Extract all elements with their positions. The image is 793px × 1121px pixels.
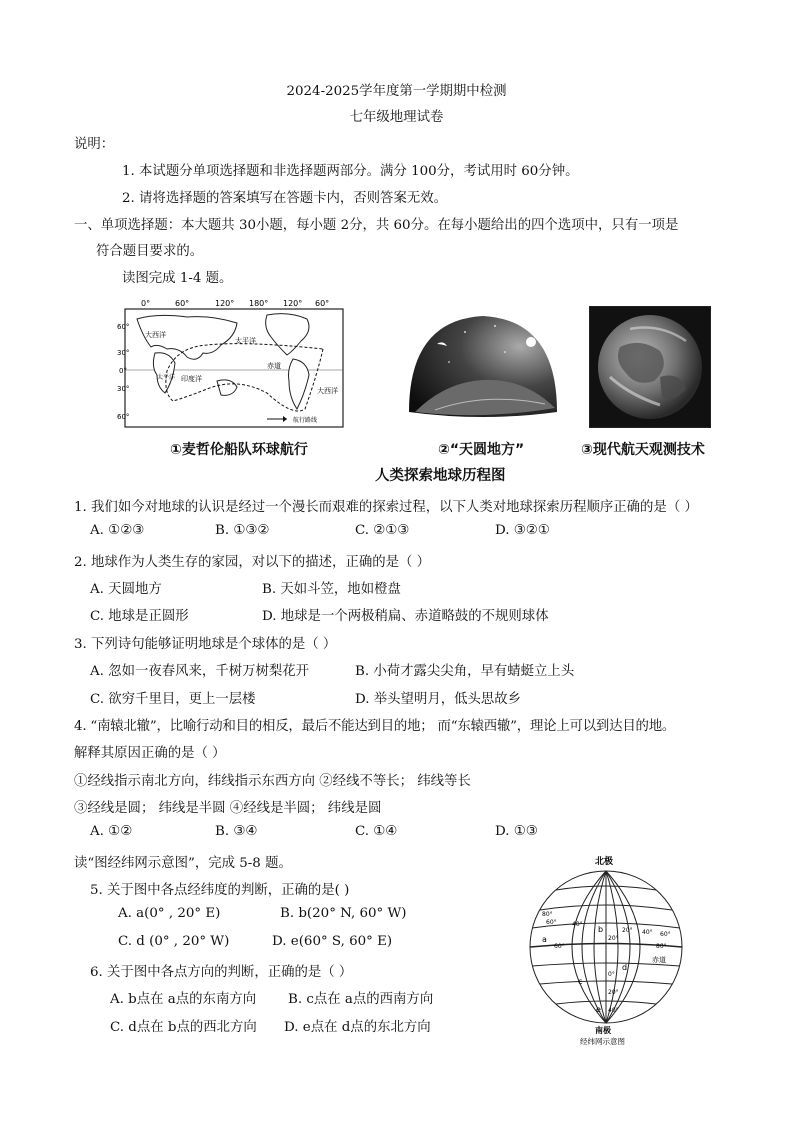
- globe-lat-80s: 80°: [656, 943, 667, 950]
- q1-option-b[interactable]: B. ①③②: [215, 523, 270, 538]
- note-1: 1. 本试题分单项选择题和非选择题两部分。满分 100分，考试用时 60分钟。: [122, 164, 579, 179]
- magellan-map-figure: [117, 297, 349, 431]
- q3-option-b[interactable]: B. 小荷才露尖尖角，早有蜻蜓立上头: [355, 664, 575, 679]
- q1-option-d[interactable]: D. ③②①: [495, 523, 550, 538]
- q3-stem: 3. 下列诗句能够证明地球是个球体的是（ ）: [74, 637, 337, 652]
- earth-photo-figure: [589, 306, 711, 428]
- globe-caption: 经纬网示意图: [580, 1037, 625, 1046]
- map-equator-label: 赤道: [267, 362, 281, 370]
- figure-caption-2: ②“天圆地方”: [438, 442, 525, 458]
- sky-dome-figure: [405, 312, 560, 420]
- q4-statement-1: ①经线指示南北方向，纬线指示东西方向 ②经线不等长； 纬线等长: [74, 774, 471, 789]
- q1-option-c[interactable]: C. ②①③: [355, 523, 410, 538]
- q2-option-a[interactable]: A. 天圆地方: [90, 582, 162, 597]
- globe-point-b: b: [598, 925, 604, 934]
- q4-option-d[interactable]: D. ①③: [495, 824, 538, 839]
- map-ocean-small: 太平洋: [157, 374, 176, 381]
- globe-lat-80n: 80°: [542, 911, 553, 918]
- q3-option-a[interactable]: A. 忽如一夜春风来，千树万树梨花开: [90, 664, 310, 679]
- globe-lon-60: 60°: [660, 931, 671, 938]
- q3-option-d[interactable]: D. 举头望明月，低头思故乡: [355, 692, 522, 707]
- exam-subtitle: 七年级地理试卷: [349, 110, 444, 125]
- map-ocean-atlantic-north: 大西洋: [145, 331, 166, 339]
- q6-option-b[interactable]: B. c点在 a点的西南方向: [288, 992, 434, 1007]
- q4-option-a[interactable]: A. ①②: [90, 824, 133, 839]
- figure-instruction: 读图完成 1-4 题。: [122, 271, 233, 286]
- globe-lat-20n: 20°: [608, 935, 619, 942]
- map-tick-top-3: 180°: [249, 299, 269, 308]
- earth-photo-image: [590, 307, 710, 427]
- q4-stem-line1: 4. “南辕北辙”，比喻行动和目的相反，最后不能达到目的地； 而“东辕西辙”，理论上可以到达目的地。: [74, 719, 676, 734]
- q4-option-b[interactable]: B. ③④: [215, 824, 258, 839]
- q6-option-d[interactable]: D. e点在 d点的东北方向: [284, 1020, 431, 1035]
- q5-option-c[interactable]: C. d (0° , 20° W): [118, 934, 230, 949]
- globe-lon-40: 40°: [642, 929, 653, 936]
- figure-title: 人类探索地球历程图: [375, 468, 506, 484]
- q5-stem: 5. 关于图中各点经纬度的判断，正确的是( ): [90, 883, 350, 898]
- q1-stem: 1. 我们如今对地球的认识是经过一个漫长而艰难的探索过程，以下人类对地球探索历程顺序正确的是（ ）: [74, 500, 698, 515]
- notes-label: 说明：: [74, 137, 115, 152]
- q5-option-b[interactable]: B. b(20° N, 60° W): [280, 906, 407, 921]
- map-ocean-pacific: 太平洋: [235, 337, 256, 345]
- globe-lat-0: 0°: [608, 971, 615, 978]
- map-ocean-indian: 印度洋: [181, 375, 202, 383]
- q5-option-a[interactable]: A. a(0° , 20° E): [118, 906, 221, 921]
- globe-lat-60n: 60°: [546, 919, 557, 926]
- graticule-globe-image: [524, 852, 694, 1047]
- globe-equator-label: 赤道: [652, 956, 666, 964]
- q4-option-c[interactable]: C. ①④: [355, 824, 398, 839]
- map-tick-top-4: 120°: [283, 299, 303, 308]
- figure-caption-3: ③现代航天观测技术: [581, 442, 705, 458]
- map-tick-top-0: 0°: [141, 299, 151, 308]
- globe-point-d: d: [622, 963, 628, 972]
- globe-north-label: 北极: [595, 857, 614, 867]
- exam-title: 2024-2025学年度第一学期期中检测: [286, 84, 507, 99]
- map-tick-left-0: 60°: [117, 323, 130, 331]
- q4-stem-line2: 解释其原因正确的是（ ）: [74, 746, 226, 761]
- map-tick-left-1: 30°: [117, 349, 130, 357]
- globe-lon-20: 20°: [622, 927, 633, 934]
- q1-option-a[interactable]: A. ①②③: [90, 523, 145, 538]
- globe-lat-20s: 20°: [608, 989, 619, 996]
- globe-lat-60s: 60°: [554, 943, 565, 950]
- sky-dome-image: [405, 312, 560, 420]
- map-tick-top-2: 120°: [215, 299, 235, 308]
- map-tick-left-4: 60°: [117, 413, 130, 421]
- section-heading-line2: 符合题目要求的。: [96, 244, 204, 259]
- q2-option-d[interactable]: D. 地球是一个两极稍扁、赤道略鼓的不规则球体: [262, 609, 549, 624]
- globe-south-label: 南极: [595, 1026, 611, 1035]
- map-legend-route: 航行路线: [293, 417, 318, 424]
- q2-option-c[interactable]: C. 地球是正圆形: [90, 609, 189, 624]
- map-ocean-atlantic: 大西洋: [317, 387, 338, 395]
- q6-option-a[interactable]: A. b点在 a点的东南方向: [110, 992, 257, 1007]
- globe-lat-40s: 40°: [608, 1007, 619, 1014]
- world-map-image: [117, 297, 349, 431]
- q6-stem: 6. 关于图中各点方向的判断，正确的是（ ）: [90, 965, 353, 980]
- q5-option-d[interactable]: D. e(60° S, 60° E): [272, 934, 393, 949]
- q6-option-c[interactable]: C. d点在 b点的西北方向: [110, 1020, 257, 1035]
- map-tick-top-5: 60°: [315, 299, 330, 308]
- globe-point-a: a: [542, 935, 547, 944]
- map-tick-left-2: 0°: [119, 367, 127, 375]
- q3-option-c[interactable]: C. 欲穷千里目，更上一层楼: [90, 692, 256, 707]
- map-tick-left-3: 30°: [117, 385, 130, 393]
- section-heading-line1: 一、单项选择题：本大题共 30小题，每小题 2分，共 60分。在每小题给出的四个选项中，只有一项是: [74, 218, 679, 233]
- globe-point-e: e: [596, 1005, 601, 1014]
- q5-8-instruction: 读“图经纬网示意图”，完成 5-8 题。: [74, 856, 292, 871]
- q4-statement-2: ③经线是圆； 纬线是半圆 ④经线是半圆； 纬线是圆: [74, 801, 382, 816]
- map-tick-top-1: 60°: [175, 299, 190, 308]
- globe-lat-40n: 40°: [572, 921, 583, 928]
- q2-stem: 2. 地球作为人类生存的家园，对以下的描述，正确的是（ ）: [74, 555, 431, 570]
- globe-point-c: c: [578, 977, 583, 986]
- q2-option-b[interactable]: B. 天如斗笠，地如橙盘: [262, 582, 401, 597]
- graticule-globe-figure: [524, 852, 694, 1047]
- figure-caption-1: ①麦哲伦船队环球航行: [170, 442, 308, 458]
- note-2: 2. 请将选择题的答案填写在答题卡内，否则答案无效。: [122, 191, 448, 206]
